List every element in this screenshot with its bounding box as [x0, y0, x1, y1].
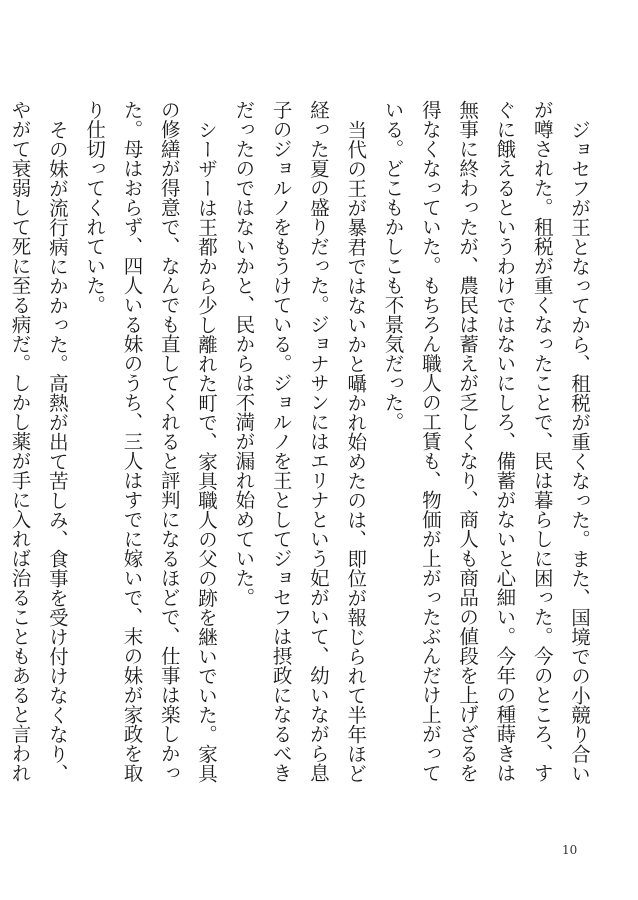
page-number: 10	[562, 843, 578, 857]
body-text	[8, 100, 598, 790]
paragraph-1: ジョセフが王となってから、租税が重くなった。また、国境での小競り合いが噂された。租税が重くなったことで、民は暮らしに困った。今のところ、すぐに餓えるというわけではないにしろ、備蓄がないと心細い。今年の種蒔きは無事に終わったが、農民は蓄えが乏しくなり、商人も商品の値段を上げざるを得なくなっていた。もちろん職人の工賃も、物価が上がったぶんだけ上がっている。どこもかしこも不景気だった。	[381, 100, 591, 783]
paragraph-4: その妹が流行病にかかった。高熱が出て苦しみ、食事を受け付けなくなり、やがて衰弱して死に至る病だ。しかし薬が手に入れば治ることもあると言われ	[8, 100, 69, 783]
paragraph-3: シーザーは王都から少し離れた町で、家具職人の父の跡を継いでいた。家具の修繕が得意で、なんでも直してくれると評判になるほどで、仕事は楽しかった。母はおらず、四人いる妹のうち、三人はすでに嫁いで、末の妹が家政を取り仕切ってくれていた。	[83, 100, 219, 783]
paragraph-2: 当代の王が暴君ではないかと囁かれ始めたのは、即位が報じられて半年ほど経った夏の盛りだった。ジョナサンにはエリナという妃がいて、幼いながら息子のジョルノをもうけている。ジョルノを王としてジョセフは摂政になるべきだったのではないかと、民からは不満が漏れ始めていた。	[232, 100, 368, 783]
